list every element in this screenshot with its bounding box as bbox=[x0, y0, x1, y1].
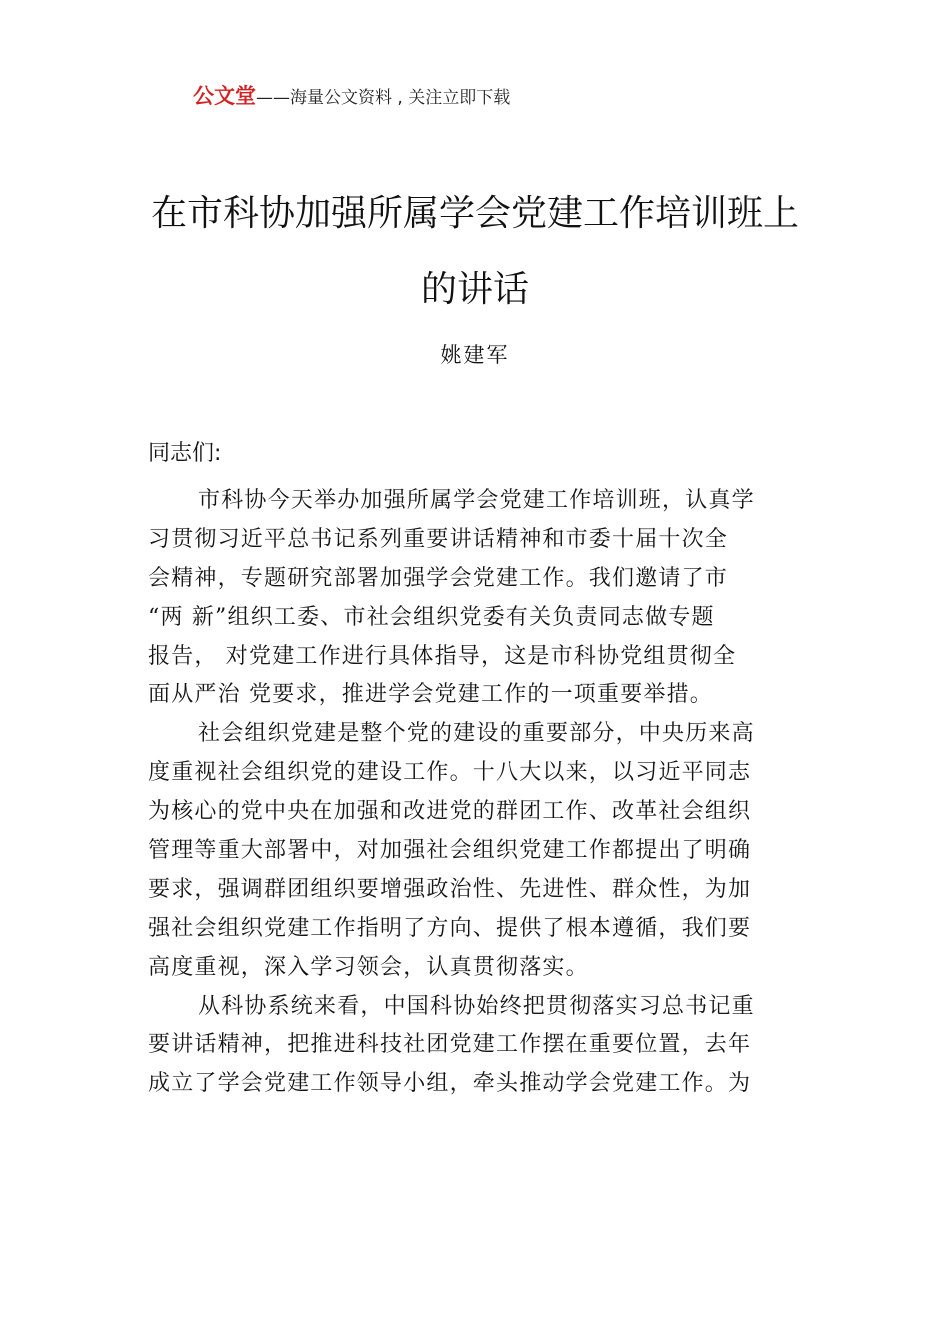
body-line: 成立了学会党建工作领导小组，牵头推动学会党建工作。为 bbox=[148, 1071, 752, 1097]
body-line: 为核心的党中央在加强和改进党的群团工作、改革社会组织 bbox=[148, 799, 752, 825]
body-line: 度重视社会组织党的建设工作。十八大以来，以习近平同志 bbox=[148, 760, 752, 786]
brand-name: 公文堂 bbox=[193, 84, 256, 108]
watermark-header bbox=[193, 82, 510, 112]
body-line: 从科协系统来看，中国科协始终把贯彻落实习总书记重 bbox=[198, 993, 755, 1019]
author-name: 姚建军 bbox=[440, 343, 510, 367]
body-line: 强社会组织党建工作指明了方向、提供了根本遵循，我们要 bbox=[148, 915, 752, 941]
title-line-1: 在市科协加强所属学会党建工作培训班上 bbox=[150, 193, 799, 234]
document-title bbox=[130, 190, 820, 314]
body-line: 社会组织党建是整个党的建设的重要部分，中央历来高 bbox=[198, 721, 755, 747]
body-line: 市科协今天举办加强所属学会党建工作培训班，认真学 bbox=[198, 488, 755, 513]
body-line: 要讲话精神，把推进科技社团党建工作摆在重要位置，去年 bbox=[148, 1032, 752, 1058]
body-line: “两 新”组织工委、市社会组织党委有关负责同志做专题 bbox=[148, 604, 715, 630]
salutation: 同志们: bbox=[148, 441, 222, 466]
body-line: 管理等重大部署中，对加强社会组织党建工作都提出了明确 bbox=[148, 838, 752, 864]
title-line-2: 的讲话 bbox=[420, 269, 529, 310]
header-tagline: ——海量公文资料 , 关注立即下载 bbox=[256, 88, 511, 108]
body-line: 要求，强调群团组织要增强政治性、先进性、群众性，为加 bbox=[148, 876, 752, 902]
document-body bbox=[148, 436, 808, 1104]
body-line: 习贯彻习近平总书记系列重要讲话精神和市委十届十次全 bbox=[148, 526, 729, 552]
body-line: 高度重视，深入学习领会，认真贯彻落实。 bbox=[148, 954, 589, 980]
body-line: 报告， 对党建工作进行具体指导，这是市科协党组贯彻全 bbox=[148, 643, 737, 669]
body-line: 面从严治 党要求，推进学会党建工作的一项重要举措。 bbox=[148, 682, 713, 708]
body-line: 会精神，专题研究部署加强学会党建工作。我们邀请了市 bbox=[148, 565, 729, 591]
